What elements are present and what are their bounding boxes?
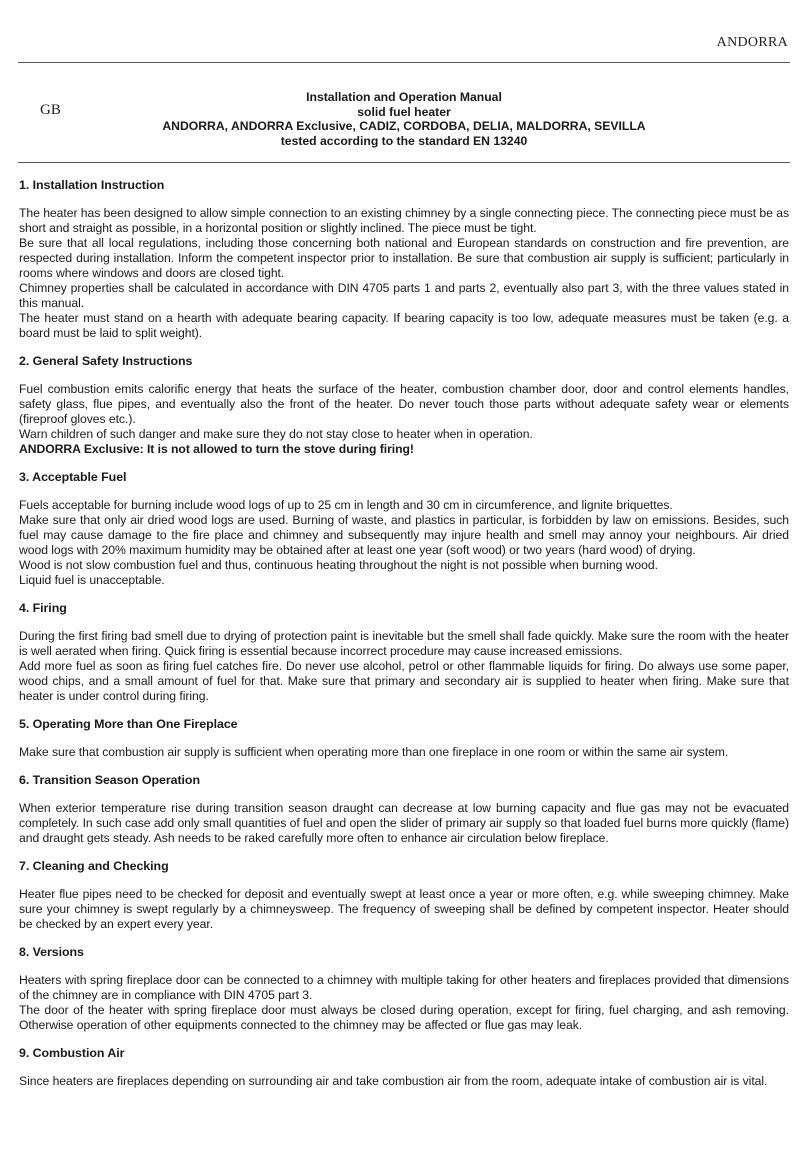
paragraph: The heater has been designed to allow simple connection to an existing chimney by a single connecting piece. The connecting piece must be as short and straight as possible, in a horizontal position or slightly inclined. The piece must be tight.	[19, 206, 789, 235]
paragraph: Heaters with spring fireplace door can be connected to a chimney with multiple taking for other heaters and fireplaces provided that dimensions of the chimney are in compliance with DIN 4705 part 3.	[19, 973, 789, 1002]
section-transition-season	[19, 773, 789, 846]
section-versions	[19, 945, 789, 1033]
section-heading: 2. General Safety Instructions	[19, 354, 193, 368]
title-divider	[18, 162, 790, 163]
paragraph: Chimney properties shall be calculated in accordance with DIN 4705 parts 1 and parts 2, eventually also part 3, with the three values stated in this manual.	[19, 281, 789, 310]
paragraph: Wood is not slow combustion fuel and thus, continuous heating throughout the night is not possible when burning wood.	[19, 558, 658, 572]
safety-warning: ANDORRA Exclusive: It is not allowed to turn the stove during firing!	[19, 442, 414, 456]
section-heading: 8. Versions	[19, 945, 84, 959]
title-line: Installation and Operation Manual	[306, 90, 502, 104]
section-combustion-air	[19, 1046, 789, 1089]
paragraph: Since heaters are fireplaces depending on surrounding air and take combustion air from the room, adequate intake of combustion air is vital.	[19, 1074, 768, 1088]
manual-body	[19, 178, 789, 1102]
paragraph: During the first firing bad smell due to drying of protection paint is inevitable but the smell shall fade quickly. Make sure the room with the heater is well aerated when firing. Quick firing is essential because incorrect procedure may cause increased emissions.	[19, 629, 789, 658]
paragraph: Add more fuel as soon as firing fuel catches fire. Do never use alcohol, petrol or other flammable liquids for firing. Do always use some paper, wood chips, and a small amount of fuel for that. Make sure that primary and secondary air is supplied to heater when firing. Make sure that heater is under control during firing.	[19, 659, 789, 703]
section-general-safety	[19, 354, 789, 457]
section-heading: 7. Cleaning and Checking	[19, 859, 169, 873]
paragraph: Make sure that combustion air supply is sufficient when operating more than one fireplace in one room or within the same air system.	[19, 745, 729, 759]
section-heading: 9. Combustion Air	[19, 1046, 125, 1060]
paragraph: Fuels acceptable for burning include wood logs of up to 25 cm in length and 30 cm in circumference, and lignite briquettes.	[19, 498, 673, 512]
section-installation-instruction	[19, 178, 789, 341]
section-heading: 3. Acceptable Fuel	[19, 470, 127, 484]
section-multiple-fireplaces	[19, 717, 789, 760]
paragraph: Make sure that only air dried wood logs are used. Burning of waste, and plastics in particular, is forbidden by law on emissions. Besides, such fuel may cause damage to the fire place and chimney and subsequently may injure health and smell may annoy your neighbours. Air dried wood logs with 20% maximum humidity may be obtained after at least one year (soft wood) or two years (hard wood) of drying.	[19, 513, 789, 557]
paragraph: Liquid fuel is unacceptable.	[19, 573, 165, 587]
paragraph: Warn children of such danger and make sure they do not stay close to heater when in operation.	[19, 427, 533, 441]
paragraph: Fuel combustion emits calorific energy that heats the surface of the heater, combustion chamber door, door and control elements handles, safety glass, flue pipes, and eventually also the front of the heater. Do never touch those parts without adequate safety wear or elements (fireproof gloves etc.).	[19, 382, 789, 426]
title-line: ANDORRA, ANDORRA Exclusive, CADIZ, CORDOBA, DELIA, MALDORRA, SEVILLA	[162, 119, 646, 134]
paragraph: When exterior temperature rise during transition season draught can decrease at low burning capacity and flue gas may not be evacuated completely. In such case add only small quantities of fuel and open the slider of primary air supply so that loaded fuel burns more quickly (flame) and draught gets steady. Ash needs to be raked carefully more often to enhance air circulation below fireplace.	[19, 801, 789, 845]
paragraph: Heater flue pipes need to be checked for deposit and eventually swept at least once a year or more often, e.g. while sweeping chimney. Make sure your chimney is swept regularly by a chimneysweep. The frequency of sweeping shall be defined by competent inspector. Heater should be checked by an expert every year.	[19, 887, 789, 931]
document-title	[140, 90, 668, 148]
paragraph: Be sure that all local regulations, including those concerning both national and European standards on construction and fire prevention, are respected during installation. Inform the competent inspector prior to installation. Be sure that combustion air supply is sufficient; particularly in rooms where windows and doors are closed tight.	[19, 236, 789, 280]
title-line: solid fuel heater	[357, 104, 451, 119]
section-firing	[19, 601, 789, 704]
paragraph: The door of the heater with spring fireplace door must always be closed during operation, except for firing, fuel charging, and ash removing. Otherwise operation of other equipments connected to the chimney may be affected or flue gas may leak.	[19, 1003, 789, 1032]
section-heading: 6. Transition Season Operation	[19, 773, 200, 787]
paragraph: The heater must stand on a hearth with adequate bearing capacity. If bearing capacity is too low, adequate measures must be taken (e.g. a board must be laid to split weight).	[19, 311, 789, 340]
language-code: GB	[40, 102, 61, 118]
top-divider	[18, 62, 790, 63]
section-heading: 5. Operating More than One Fireplace	[19, 717, 238, 731]
section-cleaning-checking	[19, 859, 789, 932]
section-acceptable-fuel	[19, 470, 789, 588]
title-line: tested according to the standard EN 13240	[280, 133, 528, 148]
running-head-model: ANDORRA	[716, 35, 788, 50]
section-heading: 1. Installation Instruction	[19, 178, 165, 192]
section-heading: 4. Firing	[19, 601, 67, 615]
